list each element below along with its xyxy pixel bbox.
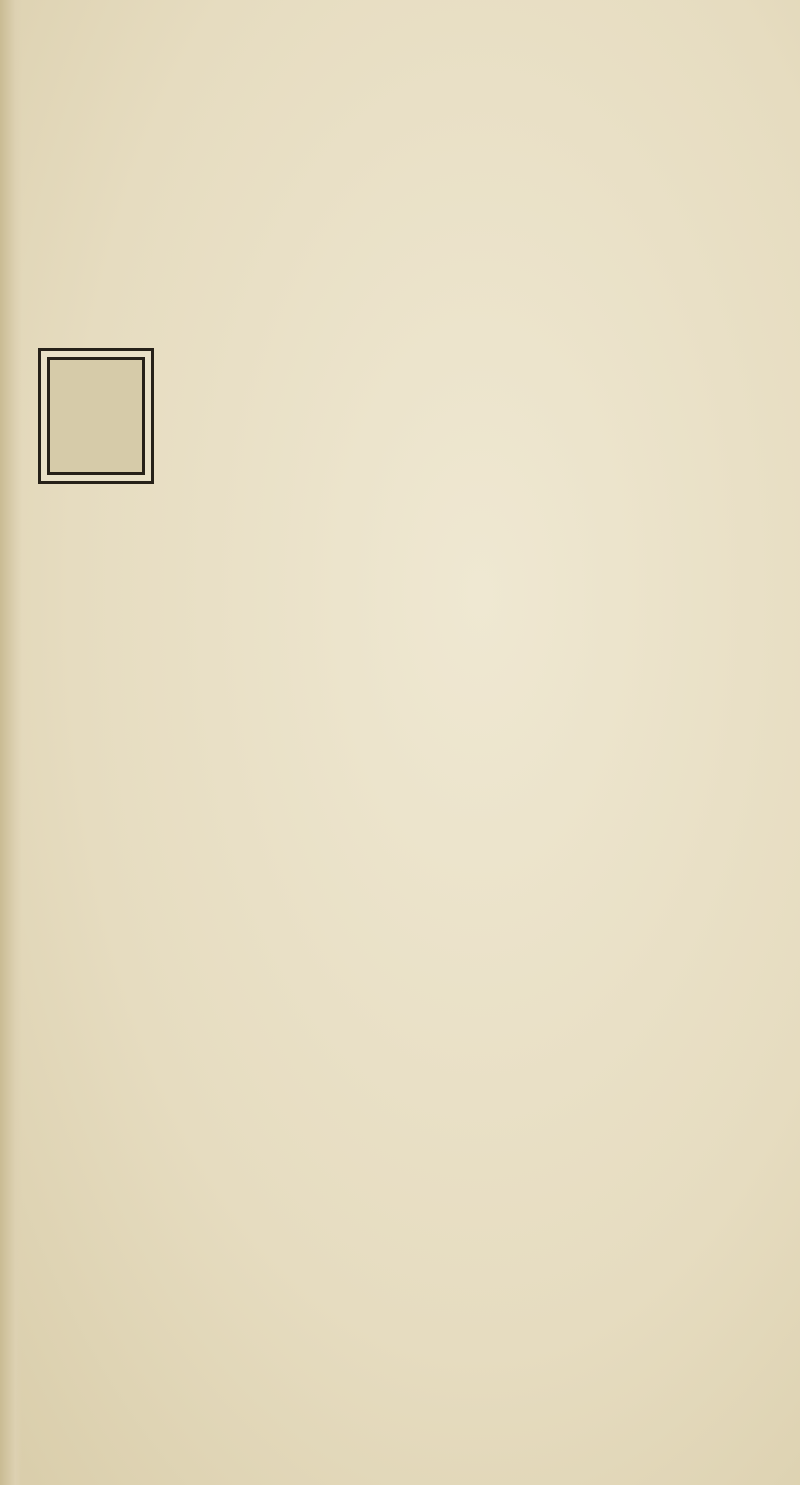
decorated-initial xyxy=(38,348,154,484)
ornament-fleuron-row xyxy=(10,8,720,56)
headpiece-ornament xyxy=(10,8,720,108)
page-gutter xyxy=(0,0,22,1485)
